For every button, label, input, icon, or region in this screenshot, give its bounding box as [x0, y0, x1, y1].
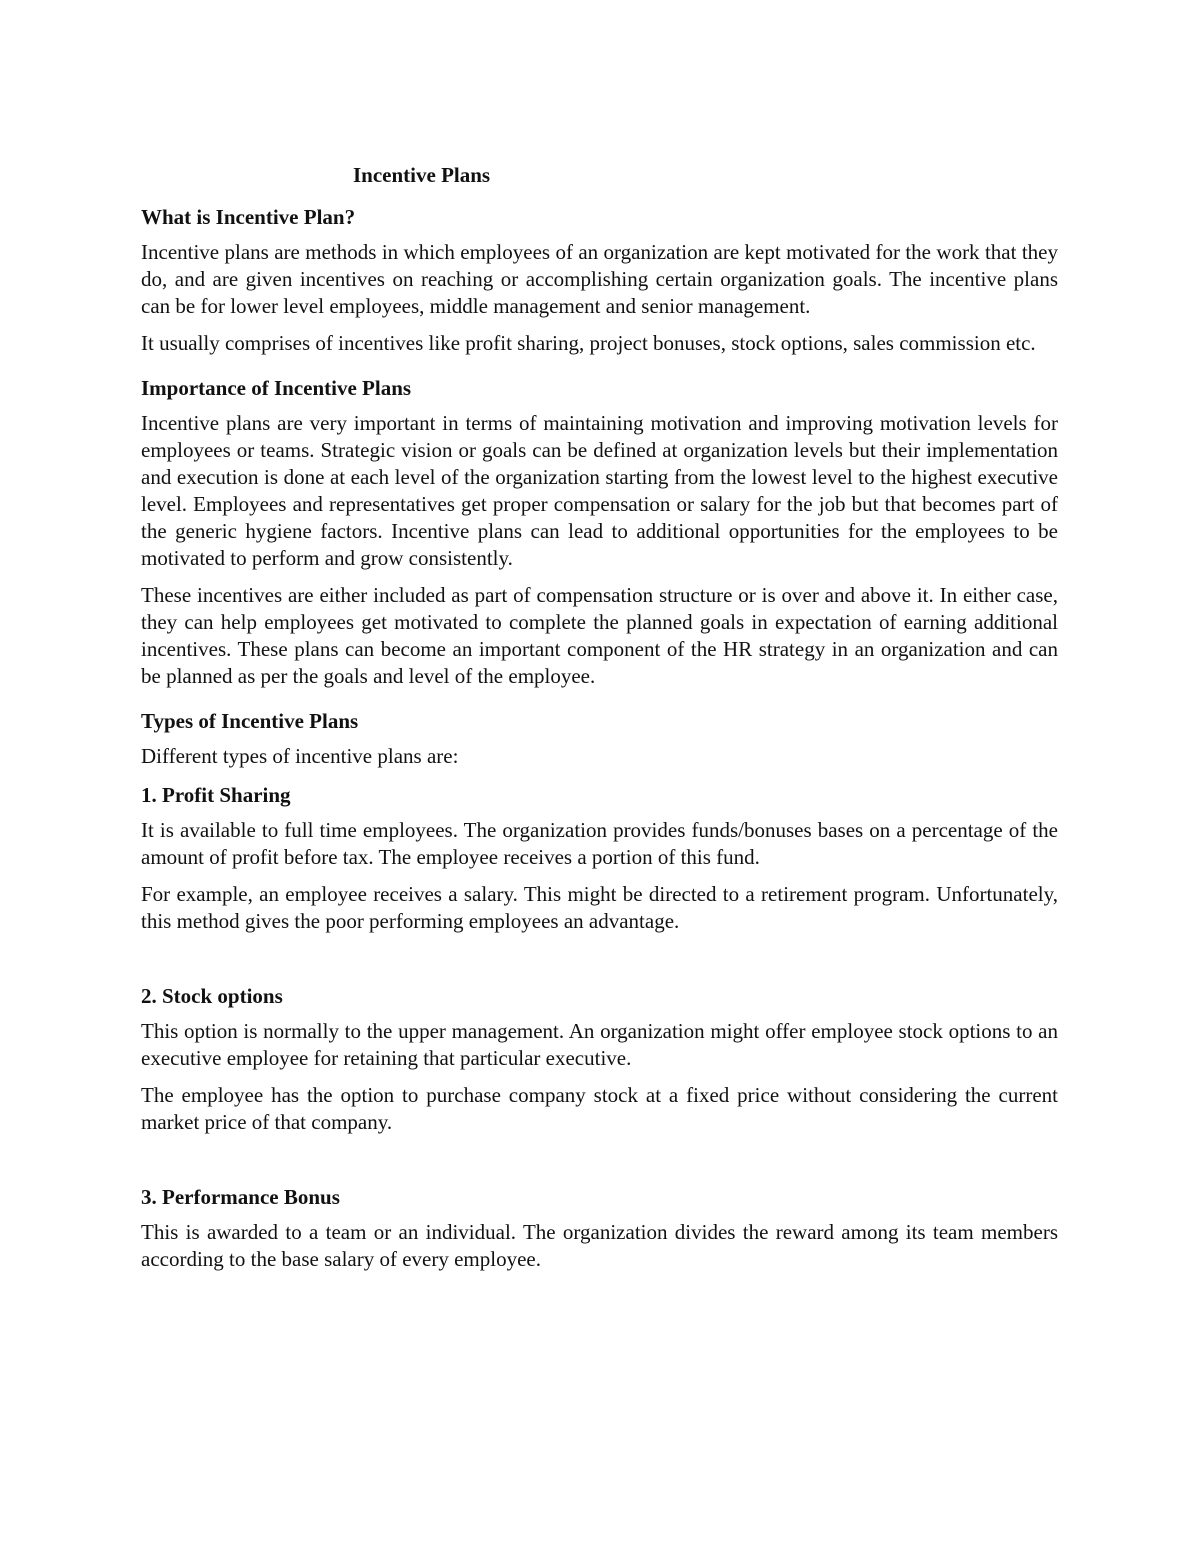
section-heading-performance-bonus: 3. Performance Bonus [141, 1185, 340, 1209]
paragraph: It usually comprises of incentives like profit sharing, project bonuses, stock options, sales commission etc. [141, 331, 1036, 355]
section-heading-stock-options: 2. Stock options [141, 984, 283, 1008]
document-title: Incentive Plans [353, 163, 491, 187]
paragraph: The employee has the option to purchase company stock at a fixed price without considering the current market price of that company. [141, 1083, 1058, 1134]
section-heading-what-is-incentive-plan: What is Incentive Plan? [141, 205, 356, 229]
section-heading-types: Types of Incentive Plans [141, 709, 359, 733]
paragraph: Different types of incentive plans are: [141, 744, 459, 768]
paragraph: Incentive plans are methods in which employees of an organization are kept motivated for the work that they do, and are given incentives on reaching or accomplishing certain organization goals. The incentive plans can be for lower level employees, middle management and senior management. [141, 240, 1058, 318]
section-heading-profit-sharing: 1. Profit Sharing [141, 783, 291, 807]
paragraph: These incentives are either included as part of compensation structure or is over and above it. In either case, they can help employees get motivated to complete the planned goals in expectation of earning additional incentives. These plans can become an important component of the HR strategy in an organization and can be planned as per the goals and level of the employee. [141, 583, 1058, 688]
paragraph: It is available to full time employees. The organization provides funds/bonuses bases on a percentage of the amount of profit before tax. The employee receives a portion of this fund. [141, 818, 1058, 869]
paragraph: This is awarded to a team or an individual. The organization divides the reward among its team members according to the base salary of every employee. [141, 1220, 1058, 1271]
document-body [141, 160, 1058, 1283]
section-heading-importance: Importance of Incentive Plans [141, 376, 412, 400]
paragraph: Incentive plans are very important in terms of maintaining motivation and improving motivation levels for employees or teams. Strategic vision or goals can be defined at organization levels but their implementation and execution is done at each level of the organization starting from the lowest level to the highest executive level. Employees and representatives get proper compensation or salary for the job but that becomes part of the generic hygiene factors. Incentive plans can lead to additional opportunities for the employees to be motivated to perform and grow consistently. [141, 411, 1058, 570]
paragraph: For example, an employee receives a salary. This might be directed to a retirement program. Unfortunately, this method gives the poor performing employees an advantage. [141, 882, 1058, 933]
paragraph: This option is normally to the upper management. An organization might offer employee stock options to an executive employee for retaining that particular executive. [141, 1019, 1058, 1070]
